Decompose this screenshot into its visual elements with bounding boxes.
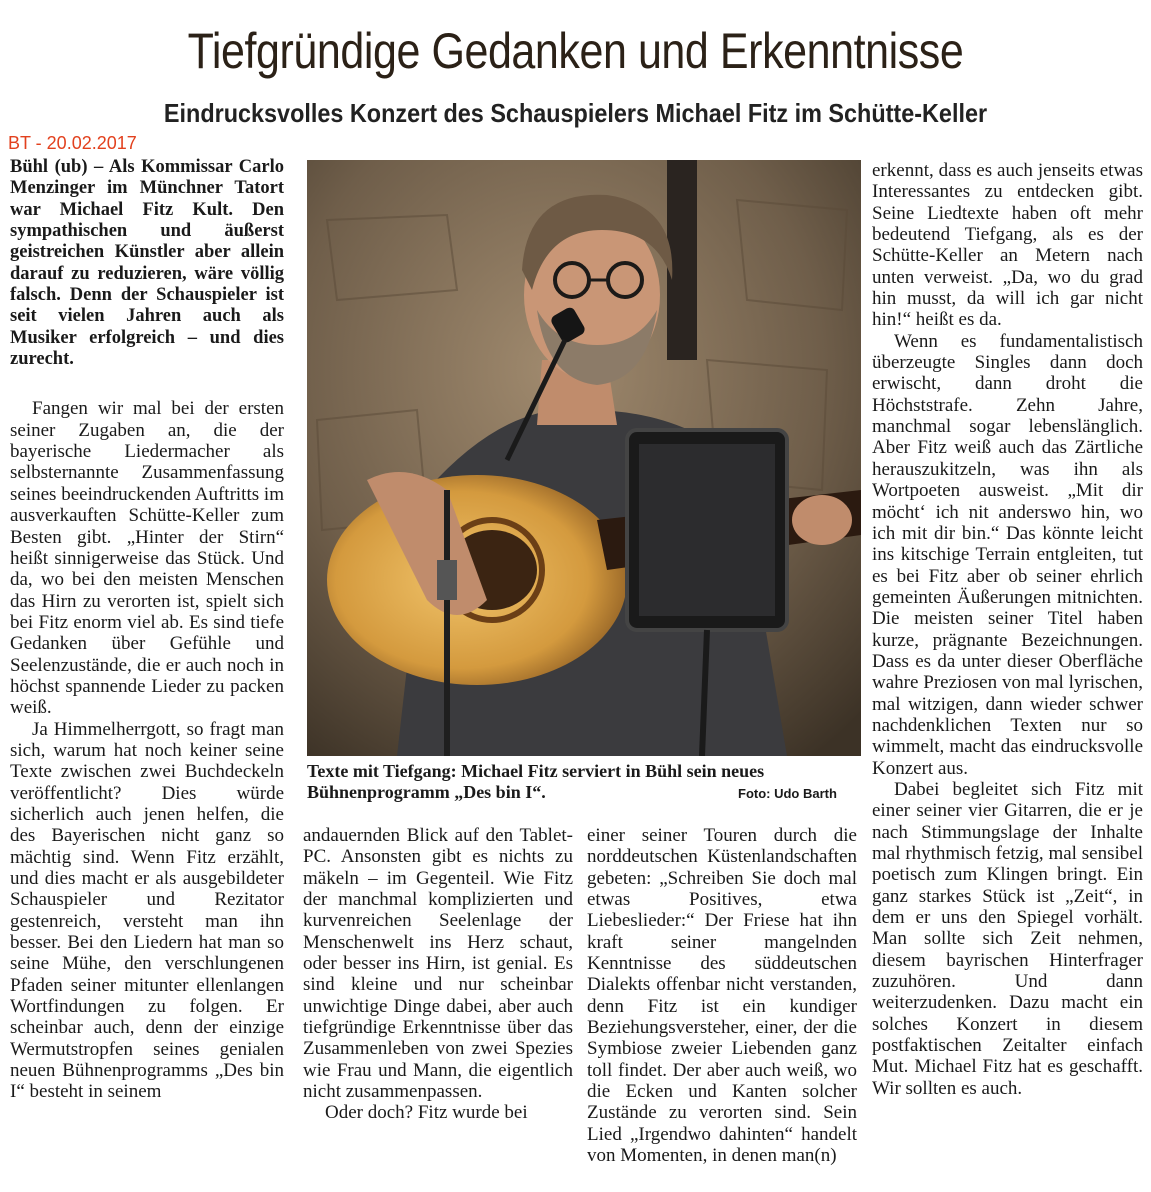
column-4 (872, 160, 1143, 1099)
body-paragraph: Oder doch? Fitz wurde bei (325, 1102, 528, 1124)
concert-photo (307, 160, 861, 756)
body-paragraph: einer seiner Touren durch die norddeutschen Küstenlandschaften gebeten: „Schreiben Sie doch mal etwas Positives, etwa Liebeslieder:“ Der Friese hat ihn kraft seiner mangelnden Kenntnisse des süddeutschen Dialekts offenbar nicht verstanden, denn Fitz ist ein kundiger Beziehungsversteher, einer, der die Symbiose zweier Liebenden ganz toll findet. Der aber auch weiß, wo die Ecken und Kanten solcher Zustände zu verorten sind. Sein Lied „Irgendwo dahinten“ handelt von Momenten, in denen man(n) (587, 825, 857, 1167)
lead-paragraph: Bühl (ub) – Als Kommissar Carlo Menzinger im Münchner Tatort war Michael Fitz Kult. Den sympathischen und äußerst geistreichen Künstler aber allein darauf zu reduzieren, wäre völlig falsch. Denn der Schauspieler ist seit vielen Jahren auch als Musiker erfolgreich – und dies zurecht. (10, 157, 284, 370)
body-paragraph: Ja Himmelherrgott, so fragt man sich, warum hat noch keiner seine Texte zwischen zwei Buchdeckeln veröffentlicht? Dies würde sicherlich auch jenen helfen, die des Bayerischen nicht ganz so mächtig sind. Wenn Fitz erzählt, und dies macht er als ausgebildeter Schauspieler und Rezitator gestenreich, versteht man ihn besser. Bei den Liedern hat man so seine Mühe, den verschlungenen Pfaden seiner mitunter ellenlangen Wortfindungen zu folgen. Er scheinbar auch, denn der einzige Wermutstropfen seines genialen neuen Bühnenprogramms „Des bin I“ besteht in seinem (10, 718, 284, 1103)
body-paragraph: erkennt, dass es auch jenseits etwas Interessantes zu entdecken gibt. Seine Liedtexte haben oft mehr bedeutend Tiefgang, als es der Schütte-Keller an Metern nach unten verweist. „Da, wo du grad hin musst, da will ich gar nicht hin!“ heißt es da. (872, 160, 1143, 331)
headline: Tiefgründige Gedanken und Erkenntnisse (187, 23, 964, 79)
dateline: BT - 20.02.2017 (8, 133, 137, 153)
body-paragraph: Wenn es fundamentalistisch überzeugte Singles dann doch erwischt, dann droht die Höchststrafe. Zehn Jahre, manchmal sogar lebenslänglich. Aber Fitz weiß auch das Zärtliche herauszukitzeln, was ihn als Wortpoeten ausweist. „Mit dir möcht‘ ich nit anderswo hin, wo ich mit dir bin.“ Das könnte leicht ins kitschige Terrain entgleiten, tut es bei Fitz aber ob seiner ehrlich gemeinten Äußerungen mitnichten. Die meisten seiner Titel haben kurze, prägnante Bezeichnungen. Dass es da unter dieser Oberfläche wahre Preziosen von mal lyrischen, mal witzigen, dann wieder schwer nachdenklichen Texten nur so wimmelt, macht das eindrucksvolle Konzert aus. (872, 330, 1143, 779)
subheadline: Eindrucksvolles Konzert des Schauspielers Michael Fitz im Schütte-Keller (163, 98, 988, 128)
photo-credit: Foto: Udo Barth (738, 786, 837, 801)
body-paragraph: Fangen wir mal bei der ersten seiner Zugaben an, die der bayerische Liedermacher als selbsternannte Zusammenfassung seines beeindruckenden Auftritts im ausverkauften Schütte-Keller zum Besten gibt. „Hinter der Stirn“ heißt sinnigerweise das Stück. Und da, wo bei den meisten Menschen das Hirn zu verorten ist, spielt sich bei Fitz enorm viel ab. Es sind tiefe Gedanken über Gefühle und Seelenzustände, die er auch noch in höchst spannende Lieder zu packen weiß. (10, 398, 284, 719)
column-2 (303, 825, 573, 1124)
body-paragraph: andauernden Blick auf den Tablet-PC. Ansonsten gibt es nichts zu mäkeln – im Gegenteil. Wie Fitz der manchmal komplizierten und kurvenreichen Seelenlage der Menschenwelt ins Herz schaut, oder besser ins Hirn, ist genial. Es sind kleine und nur scheinbar unwichtige Dinge dabei, aber auch tiefgründige Erkenntnisse über das Zusammenleben von zwei Spezies wie Frau und Mann, die eigentlich nicht zusammenpassen. (303, 825, 573, 1103)
column-3 (587, 825, 857, 1167)
photo-caption: Texte mit Tiefgang: Michael Fitz serviert in Bühl sein neues Bühnenprogramm „Des bin I“. (307, 761, 765, 802)
body-paragraph: Dabei begleitet sich Fitz mit einer seiner vier Gitarren, die er je nach Stimmungslage der Inhalte mal rhythmisch fetzig, mal sensibel poetisch zum Klingen bringt. Ein ganz starkes Stück ist „Zeit“, in dem er uns den Spiegel vorhält. Man sollte sich Zeit nehmen, diesem bayrischen Hinterfrager zuzuhören. Und dann weiterzudenken. Dazu macht ein solches Konzert in diesem postfaktischen Zeitalter einfach Mut. Michael Fitz hat es geschafft. Wir sollten es auch. (872, 778, 1143, 1099)
column-1 (10, 157, 284, 1103)
